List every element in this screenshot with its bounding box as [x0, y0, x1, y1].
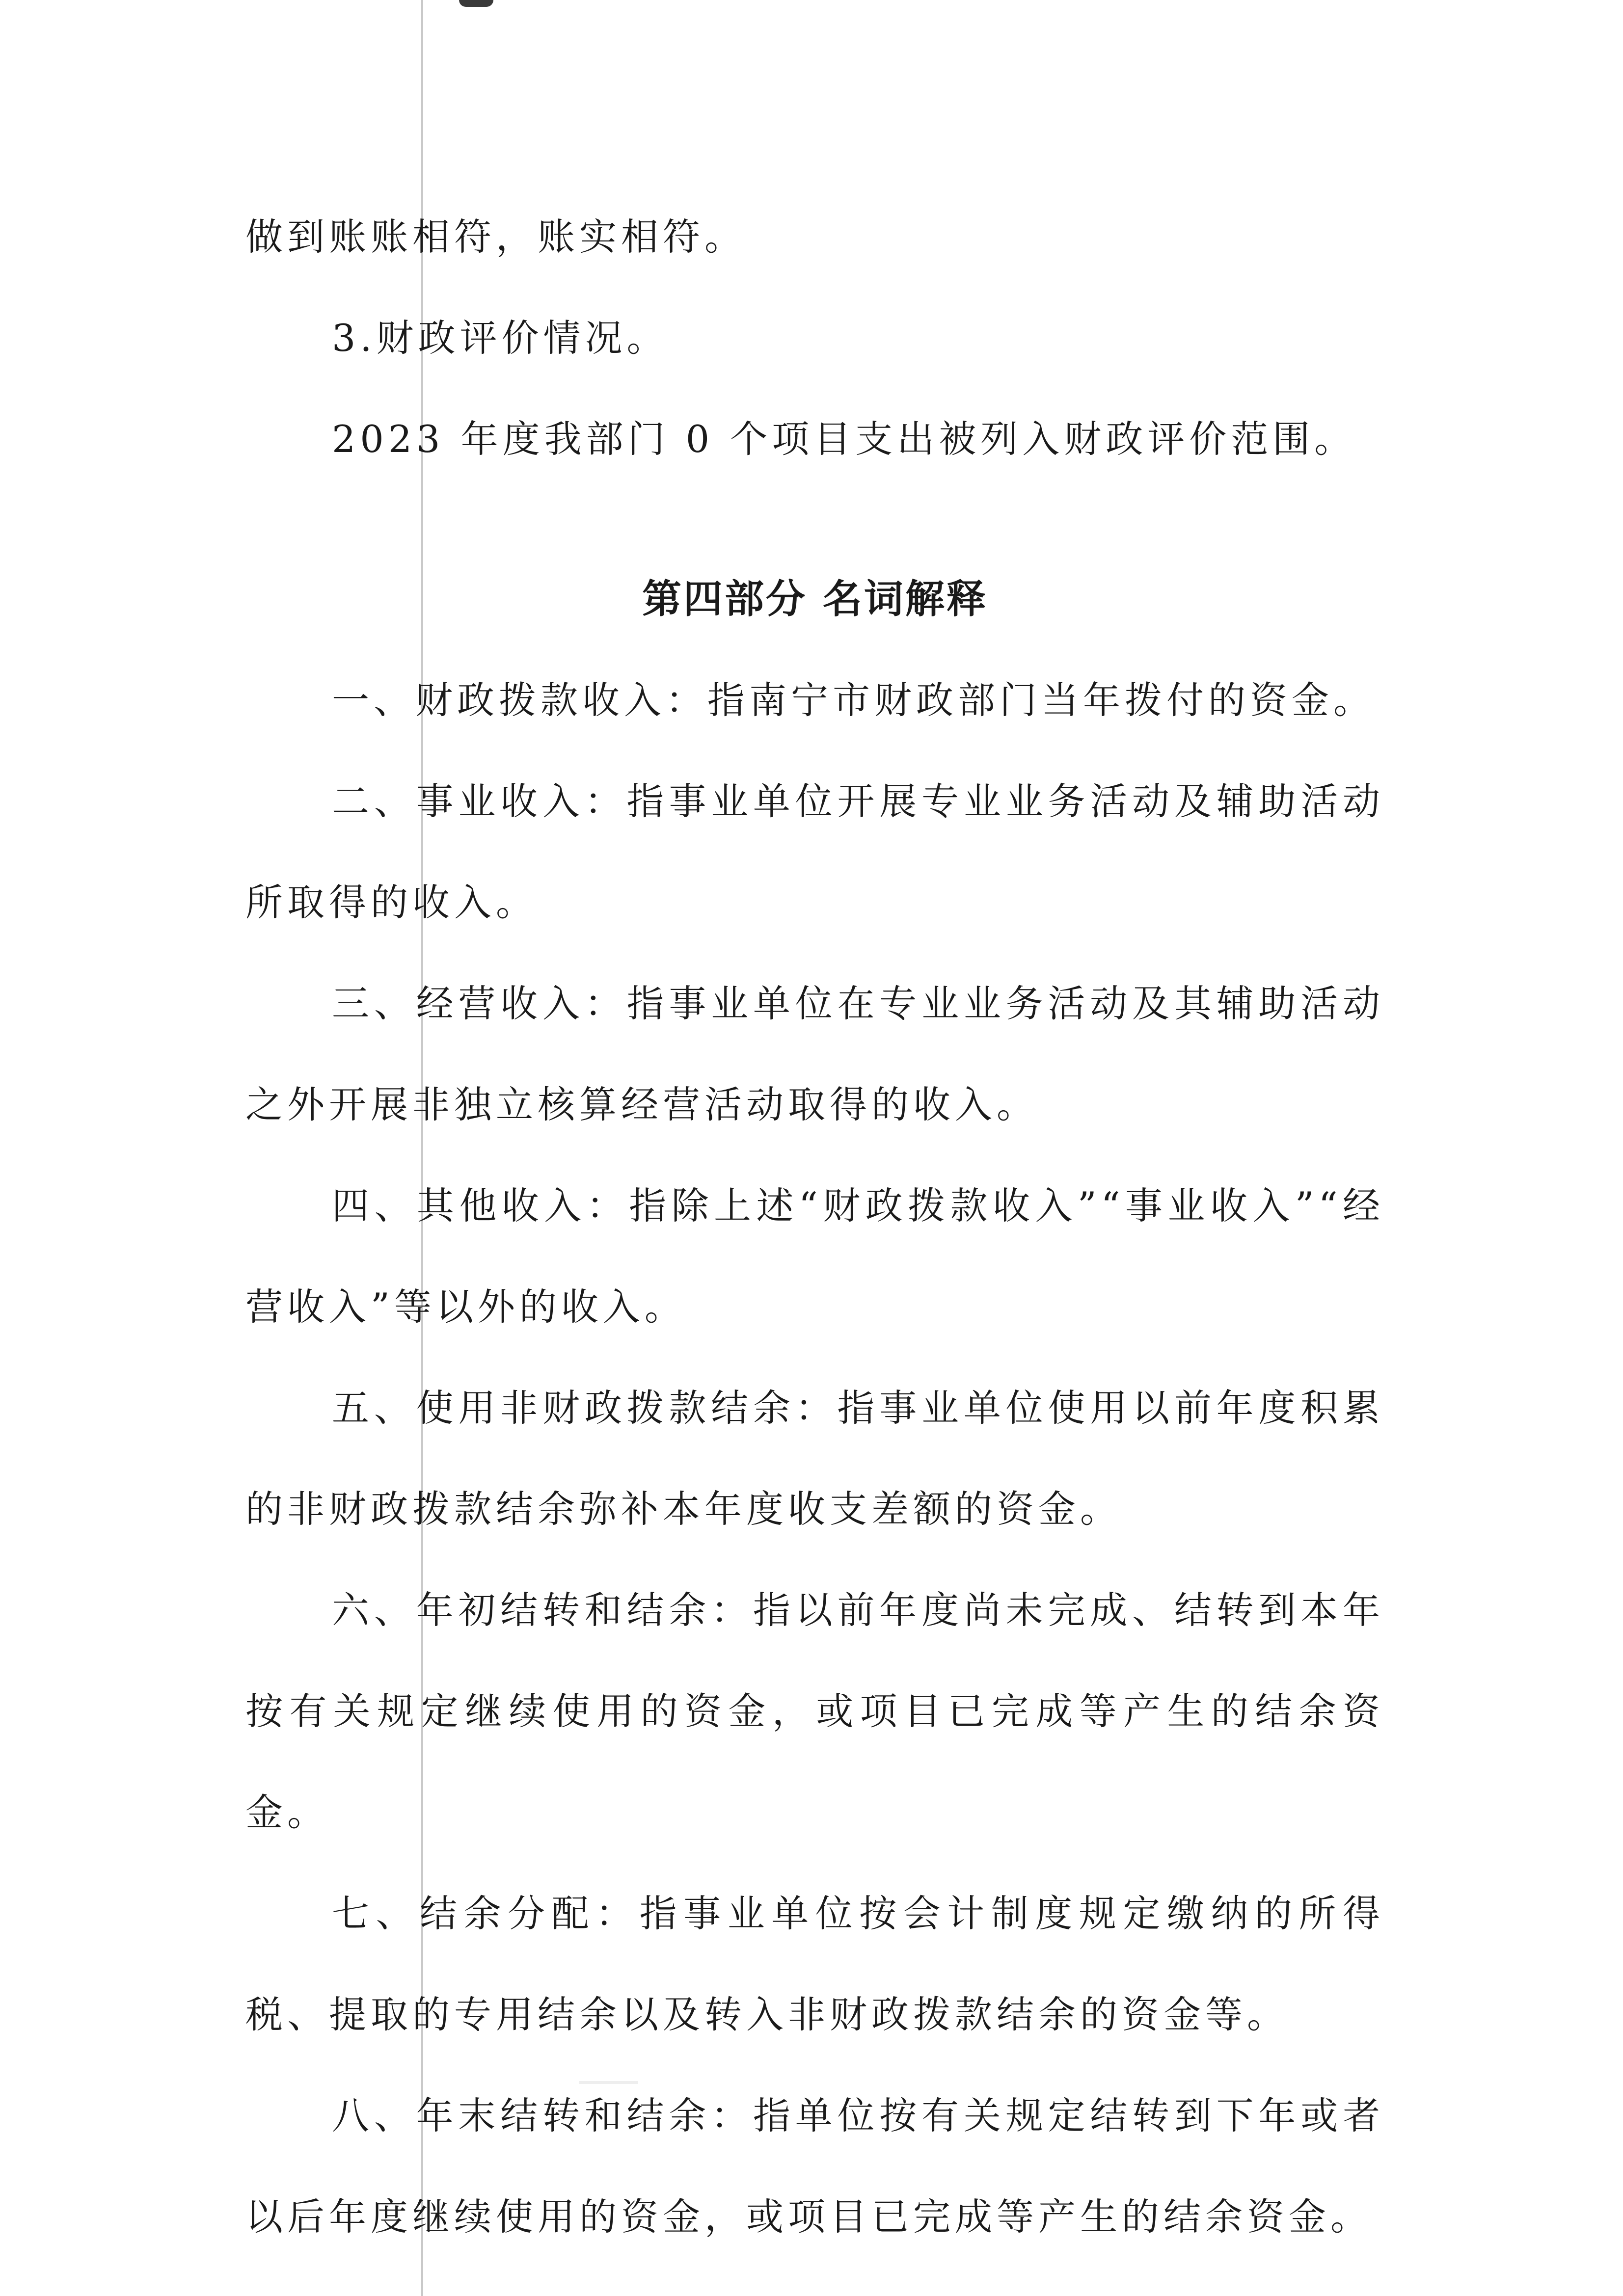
continuation-paragraph: 做到账账相符，账实相符。 [245, 215, 746, 259]
definition-6: 六、年初结转和结余：指以前年度尚未完成、结转到本年按有关规定继续使用的资金，或项目已完成等产生的结余资金。 [245, 1588, 1384, 1834]
definition-2: 二、事业收入：指事业单位开展专业业务活动及辅助活动所取得的收入。 [245, 779, 1384, 924]
definition-4: 四、其他收入：指除上述“财政拨款收入”“事业收入”“经营收入”等以外的收入。 [245, 1184, 1384, 1329]
document-page [245, 187, 1384, 2268]
definition-1: 一、财政拨款收入：指南宁市财政部门当年拨付的资金。 [332, 678, 1375, 722]
part4-heading: 第四部分 名词解释 [642, 576, 988, 622]
scan-smudge [579, 2081, 638, 2084]
definition-8: 八、年末结转和结余：指单位按有关规定结转到下年或者以后年度继续使用的资金，或项目已完成等产生的结余资金。 [245, 2094, 1384, 2239]
section-3-title: 3.财政评价情况。 [332, 316, 669, 360]
definition-3: 三、经营收入：指事业单位在专业业务活动及其辅助活动之外开展非独立核算经营活动取得的收入。 [245, 982, 1384, 1126]
definition-7: 七、结余分配：指事业单位按会计制度规定缴纳的所得税、提取的专用结余以及转入非财政拨款结余的资金等。 [245, 1892, 1384, 2036]
scan-artifact [459, 0, 493, 7]
definition-5: 五、使用非财政拨款结余：指事业单位使用以前年度积累的非财政拨款结余弥补本年度收支差额的资金。 [245, 1386, 1384, 1531]
section-3-body: 2023 年度我部门 0 个项目支出被列入财政评价范围。 [332, 417, 1356, 461]
